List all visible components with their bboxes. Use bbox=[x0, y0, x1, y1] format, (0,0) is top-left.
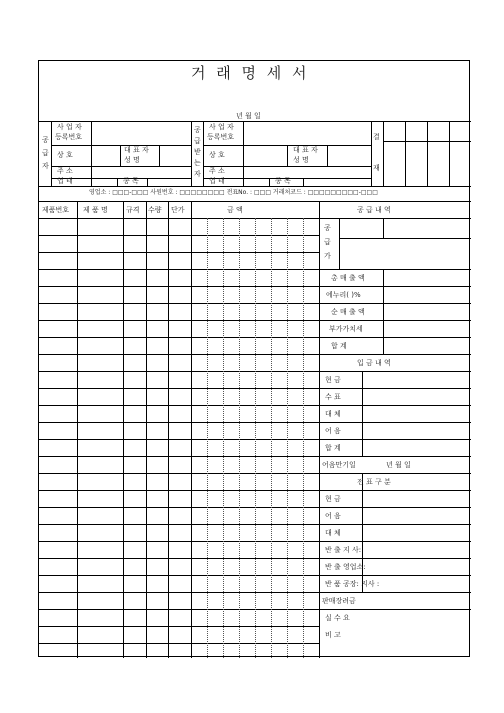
col-qty: 수량 bbox=[148, 206, 162, 214]
receiver-trade-name-label: 상 호 bbox=[209, 151, 225, 159]
supplier-side-label-3: 자 bbox=[42, 162, 49, 170]
receipt-check-label: 수 표 bbox=[325, 393, 341, 401]
supply-total-label: 합 계 bbox=[331, 342, 347, 350]
receipt-transfer-label: 대 체 bbox=[325, 410, 341, 418]
slip-cash-label: 현 금 bbox=[325, 495, 341, 503]
col-product-name: 제 품 명 bbox=[83, 206, 108, 214]
receiver-business-type-label: 업 태 bbox=[209, 177, 225, 185]
receipt-bill-label: 어 음 bbox=[325, 427, 341, 435]
vat-label: 부가가치세 bbox=[329, 325, 363, 333]
transaction-statement-form bbox=[38, 60, 470, 657]
date-line: 년 월 일 bbox=[236, 112, 261, 120]
bill-due-label: 어음만기일 bbox=[322, 461, 356, 469]
receiver-reg-label-1: 사 업 자 bbox=[209, 123, 234, 131]
return-branch-label: 반 출 지 사: bbox=[325, 546, 362, 554]
codes-line: 영업소 : □□□-□□□ 사원번호 : □□□□□□□□ 전표No. : □□□ 거래처코드 : □□□□□□□□□-□□□ bbox=[89, 189, 378, 196]
supplier-side-label-1: 공 bbox=[42, 136, 49, 144]
return-factory-label: 반 품 공장: 지사 : bbox=[325, 580, 380, 588]
supplier-trade-name-label: 상 호 bbox=[57, 151, 73, 159]
supplier-reg-label-1: 사 업 자 bbox=[57, 123, 82, 131]
supplier-rep-label-2: 성 명 bbox=[124, 156, 140, 164]
supply-value-label-3: 가 bbox=[324, 252, 331, 260]
receiver-side-label-5: 자 bbox=[194, 170, 201, 178]
total-sales-label: 총 매 출 액 bbox=[331, 274, 365, 282]
supplier-business-type-label: 업 태 bbox=[57, 177, 73, 185]
receiver-rep-label-1: 대 표 자 bbox=[293, 146, 318, 154]
receiver-side-label-1: 공 bbox=[194, 126, 201, 134]
supplier-reg-label-2: 등록번호 bbox=[55, 133, 83, 141]
col-amount: 금 액 bbox=[227, 206, 243, 214]
form-title: 거 래 명 세 서 bbox=[191, 64, 310, 82]
remarks-label: 비 고 bbox=[325, 631, 341, 639]
receipt-total-label: 합 계 bbox=[325, 444, 341, 452]
slip-class-header: 전 표 구 분 bbox=[357, 478, 391, 486]
discount-label: 에누리( )% bbox=[326, 291, 361, 299]
col-unit-price: 단가 bbox=[171, 206, 185, 214]
slip-transfer-label: 대 체 bbox=[325, 529, 341, 537]
approval-label-2: 재 bbox=[373, 164, 380, 172]
col-spec: 규격 bbox=[126, 206, 140, 214]
receipt-details-header: 입 금 내 역 bbox=[357, 359, 391, 367]
bill-due-value: 년 월 일 bbox=[386, 461, 411, 469]
col-product-no: 제품번호 bbox=[42, 206, 70, 214]
slip-bill-label: 어 음 bbox=[325, 512, 341, 520]
approval-label-1: 결 bbox=[373, 133, 380, 141]
receiver-side-label-2: 급 bbox=[194, 137, 201, 145]
sales-rebate-label: 판매장려금 bbox=[322, 597, 356, 605]
net-sales-label: 순 매 출 액 bbox=[331, 308, 365, 316]
supplier-business-item-label: 종 목 bbox=[123, 177, 139, 185]
supplier-side-label-2: 급 bbox=[42, 149, 49, 157]
supply-value-label-2: 급 bbox=[324, 238, 331, 246]
supplier-rep-label-1: 대 표 자 bbox=[124, 146, 149, 154]
receiver-business-item-label: 종 목 bbox=[275, 177, 291, 185]
return-office-label: 반 출 영업소: bbox=[325, 563, 366, 571]
receiver-rep-label-2: 성 명 bbox=[293, 156, 309, 164]
receipt-cash-label: 현 금 bbox=[325, 376, 341, 384]
actual-payment-label: 실 수 요 bbox=[325, 614, 350, 622]
supply-details-header: 공 급 내 역 bbox=[357, 206, 391, 214]
receiver-side-label-3: 받 bbox=[194, 148, 201, 156]
supply-value-label-1: 공 bbox=[324, 224, 331, 232]
receiver-address-label: 주 소 bbox=[209, 167, 225, 175]
receiver-side-label-4: 는 bbox=[194, 159, 201, 167]
receiver-reg-label-2: 등록번호 bbox=[207, 133, 235, 141]
supplier-address-label: 주 소 bbox=[57, 167, 73, 175]
